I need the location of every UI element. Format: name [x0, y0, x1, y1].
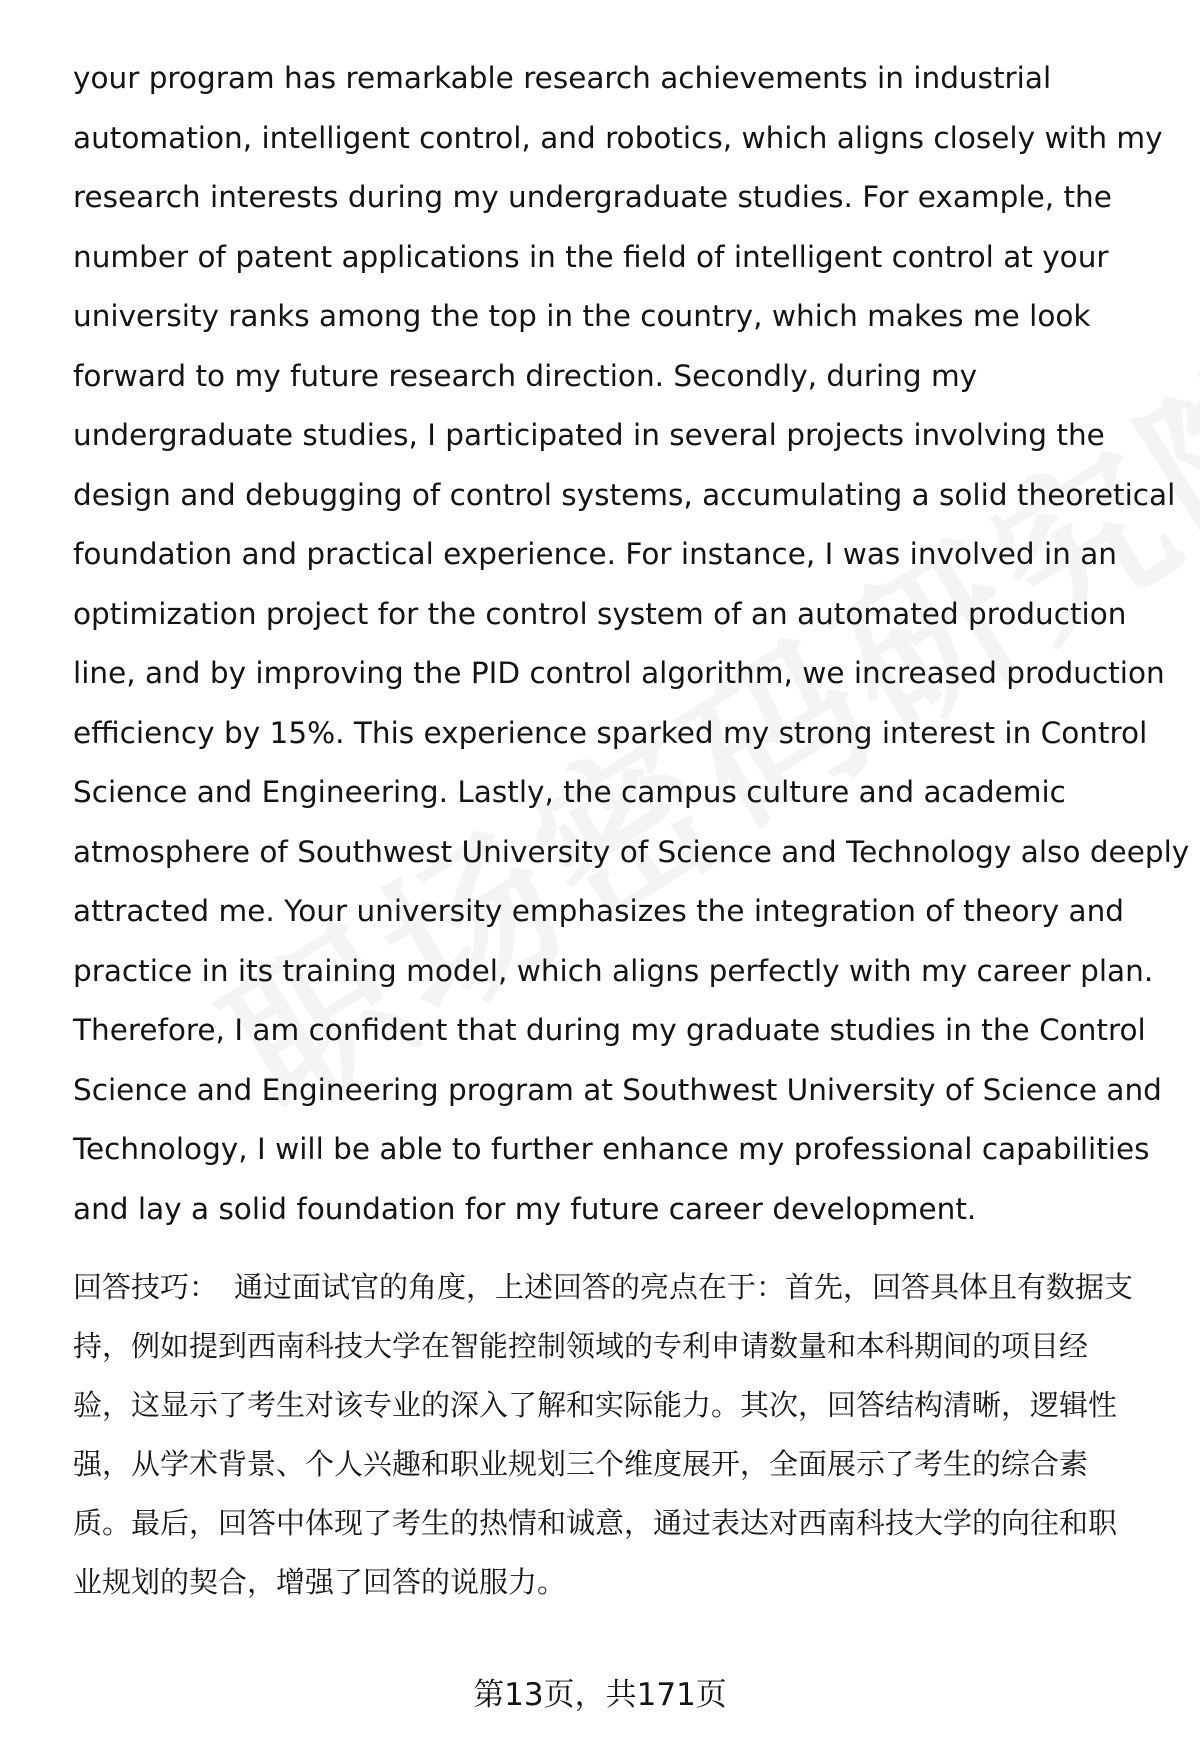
- tips-line: 业规划的契合，增强了回答的说服力。: [73, 1565, 567, 1599]
- answer-line: design and debugging of control systems, accumulating a solid theoretical: [73, 477, 1176, 512]
- answer-line: line, and by improving the PID control algorithm, we increased production: [73, 656, 1165, 690]
- answer-line: Science and Engineering. Lastly, the campus culture and academic: [73, 775, 1066, 809]
- answer-line: and lay a solid foundation for my future career development.: [73, 1191, 977, 1226]
- answer-paragraph: [73, 49, 1190, 1239]
- answer-line: Science and Engineering program at Southwest University of Science and: [73, 1072, 1162, 1107]
- tips-label: 回答技巧：: [73, 1270, 219, 1304]
- answer-tips: [73, 1258, 1158, 1612]
- answer-line: Therefore, I am confident that during my graduate studies in the Control: [73, 1013, 1146, 1047]
- answer-line: practice in its training model, which aligns perfectly with my career plan.: [73, 953, 1154, 988]
- answer-line: university ranks among the top in the country, which makes me look: [73, 299, 1091, 333]
- page-number: 第13页，共171页: [473, 1677, 727, 1713]
- answer-line: optimization project for the control system of an automated production: [73, 596, 1127, 631]
- answer-line: research interests during my undergraduate studies. For example, the: [73, 180, 1112, 214]
- answer-line: automation, intelligent control, and robotics, which aligns closely with my: [73, 120, 1163, 155]
- answer-line: foundation and practical experience. For instance, I was involved in an: [73, 537, 1118, 571]
- tips-line: 持，例如提到西南科技大学在智能控制领域的专利申请数量和本科期间的项目经: [73, 1329, 1089, 1363]
- answer-line: atmosphere of Southwest University of Science and Technology also deeply: [73, 834, 1190, 869]
- answer-line: number of patent applications in the field of intelligent control at your: [73, 239, 1109, 274]
- tips-line: 强，从学术背景、个人兴趣和职业规划三个维度展开，全面展示了考生的综合素: [73, 1447, 1089, 1481]
- answer-line: efficiency by 15%. This experience sparked my strong interest in Control: [73, 715, 1148, 750]
- answer-line: attracted me. Your university emphasizes the integration of theory and: [73, 894, 1125, 928]
- answer-line: undergraduate studies, I participated in several projects involving the: [73, 418, 1105, 452]
- answer-line: Technology, I will be able to further enhance my professional capabilities: [73, 1132, 1150, 1166]
- tips-line: 验，这显示了考生对该专业的深入了解和实际能力。其次，回答结构清晰，逻辑性: [73, 1388, 1118, 1422]
- tips-text: 通过面试官的角度，上述回答的亮点在于：首先，回答具体且有数据支: [234, 1270, 1134, 1304]
- answer-line: your program has remarkable research achievements in industrial: [73, 61, 1052, 95]
- page-content: [73, 49, 1190, 1612]
- answer-line: forward to my future research direction. Secondly, during my: [73, 358, 978, 393]
- tips-line: 质。最后，回答中体现了考生的热情和诚意，通过表达对西南科技大学的向往和职: [73, 1506, 1118, 1540]
- tips-line: [73, 1258, 1158, 1317]
